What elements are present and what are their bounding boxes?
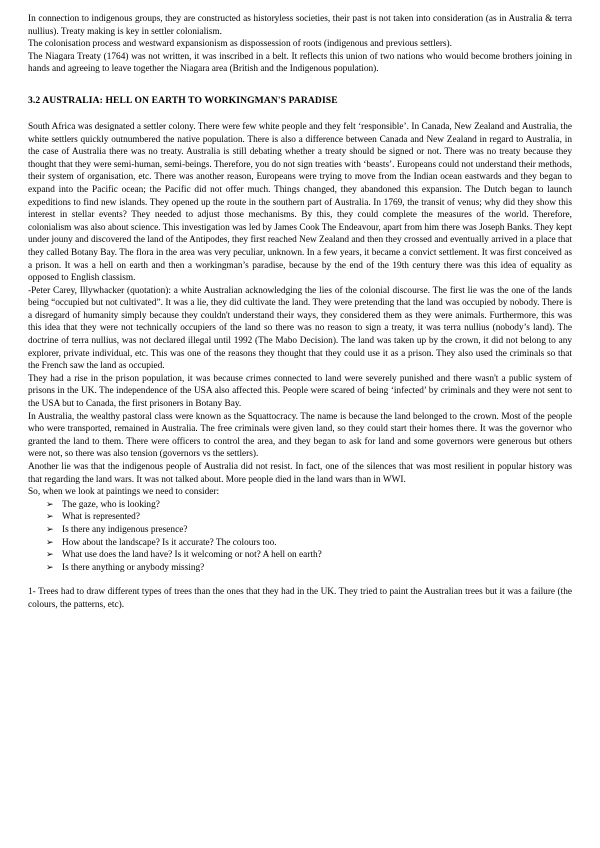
intro-paragraph-1: In connection to indigenous groups, they are constructed as historyless societies, their past is not taken into consideration (as in Australia & terra nullius). Treaty making is key in settler colonialism.	[28, 14, 572, 37]
spacer	[28, 574, 572, 586]
arrow-bullet-icon: ➢	[46, 512, 54, 523]
section-heading: 3.2 AUSTRALIA: HELL ON EARTH TO WORKINGMAN'S PARADISE	[28, 94, 338, 106]
list-item-text: The gaze, who is looking?	[62, 499, 160, 510]
list-item-text: Is there any indigenous presence?	[62, 524, 188, 535]
list-item	[46, 549, 572, 562]
list-item	[46, 524, 572, 537]
list-item-text: What is represented?	[62, 512, 140, 523]
intro-paragraph-2: The colonisation process and westward expansionism as dispossession of roots (indigenous and previous settlers).	[28, 39, 452, 50]
list-item	[46, 499, 572, 512]
list-item-text: What use does the land have? Is it welcoming or not? A hell on earth?	[62, 550, 322, 561]
list-item-text: Is there anything or anybody missing?	[62, 562, 205, 573]
body-paragraph-1: South Africa was designated a settler colony. There were few white people and they felt ‘responsible’. In Canada, New Zealand and Australia, the white settlers quickly outnumbered the native population. There is also a difference between Canada and New Zealand in regard to Australia, in the case of Australia there was no treaty. Australia is still debating whether a treaty should be signed or not. There was no treaty because they thought that they were semi-human, semi-beings. Therefore, you do not sign treaties with ‘beasts’. Europeans could not understand their methods, their system of organisation, etc. There was another reason, Europeans were trying to move from the Indian ocean eastwards and they began to expand into the Pacific ocean; the Pacific did not offer much. Things changed, they abandoned this expansion. The Dutch began to launch expeditions to find new islands. They opened up the route in the southern part of Australia. In 1769, the transit of venus; why did they show this interest in stellar events? They needed to adjust those mechanisms. By this, they could complete the measures of the world. Therefore, colonialism was also about science. This investigation was led by James Cook The Endeavour, apart from him there was Joseph Banks. They kept under jouny and discovered the land of the Antipodes, they first reached New Zealand and then they crossed and eventually arrived in a place that they called Botany Bay. The flora in the area was very peculiar, unknown. In a few years, it became a convict settlement. It was first conceived as a prison. It was a hell on earth and then a workingman’s paradise, because by the end of the 19th century there was this idea of equality as opposed to English classism.	[28, 121, 572, 284]
arrow-bullet-icon: ➢	[46, 524, 54, 535]
list-item	[46, 562, 572, 575]
consideration-list	[28, 499, 572, 575]
arrow-bullet-icon: ➢	[46, 562, 54, 573]
arrow-bullet-icon: ➢	[46, 499, 54, 510]
closing-paragraph: 1- Trees had to draw different types of trees than the ones that they had in the UK. They tried to paint the Australian trees but it was a failure (the colours, the patterns, etc).	[28, 587, 572, 610]
arrow-bullet-icon: ➢	[46, 537, 54, 548]
body-paragraph-6: So, when we look at paintings we need to consider:	[28, 487, 220, 498]
list-item	[46, 511, 572, 524]
intro-paragraph-3: The Niagara Treaty (1764) was not written, it was inscribed in a belt. It reflects this union of two nations who would become brothers joining in hands and agreeing to leave together the Niagara area (British and the Indigenous population).	[28, 51, 572, 75]
body-paragraph-4: In Australia, the wealthy pastoral class were known as the Squattocracy. The name is because the land belonged to the crown. Most of the people who were transported, remained in Australia. The free criminals were given land, so they could start their homes there. It was the governor who granted the land to them. There were officers to control the area, and they began to ask for land and some governors were generous but others were not, so there was also tension (governors vs the settlers).	[28, 411, 572, 460]
arrow-bullet-icon: ➢	[46, 550, 54, 561]
body-paragraph-2: -Peter Carey, Illywhacker (quotation): a white Australian acknowledging the lies of the colonial discourse. The first lie was the one of the lands being “occupied but not cultivated”. It was a lie, they did cultivate the land. They were pretending that the land was occupied by nobody. There is a disregard of humanity simply because they couldn't understand their ways, they considered them as they were animals. Furthermore, this was this idea that they were not technically occupiers of the land so there was no reason to sign a treaty, it was terra nullius (nobody’s land). The doctrine of terra nullius, was not declared illegal until 1992 (The Mabo Decision). The land was taken up by the crown, it did not belong to any explorer, private individual, etc. This was one of the reasons they thought that they could use it as a prison. They also used the criminals so that the French saw the land as occupied.	[28, 285, 572, 372]
list-item-text: How about the landscape? Is it accurate? The colours too.	[62, 537, 277, 548]
list-item	[46, 537, 572, 550]
body-paragraph-3: They had a rise in the prison population, it was because crimes connected to land were severely punished and there wasn't a public system of prisons in the UK. The independence of the USA also affected this. People were scared of being ‘infected’ by criminals and they were not sent to the USA but to Canada, the first prisoners in Botany Bay.	[28, 373, 572, 410]
body-paragraph-5: Another lie was that the indigenous people of Australia did not resist. In fact, one of the silences that was most resilient in popular history was that regarding the land wars. It was not talked about. More people died in the land wars than in WWI.	[28, 462, 572, 485]
